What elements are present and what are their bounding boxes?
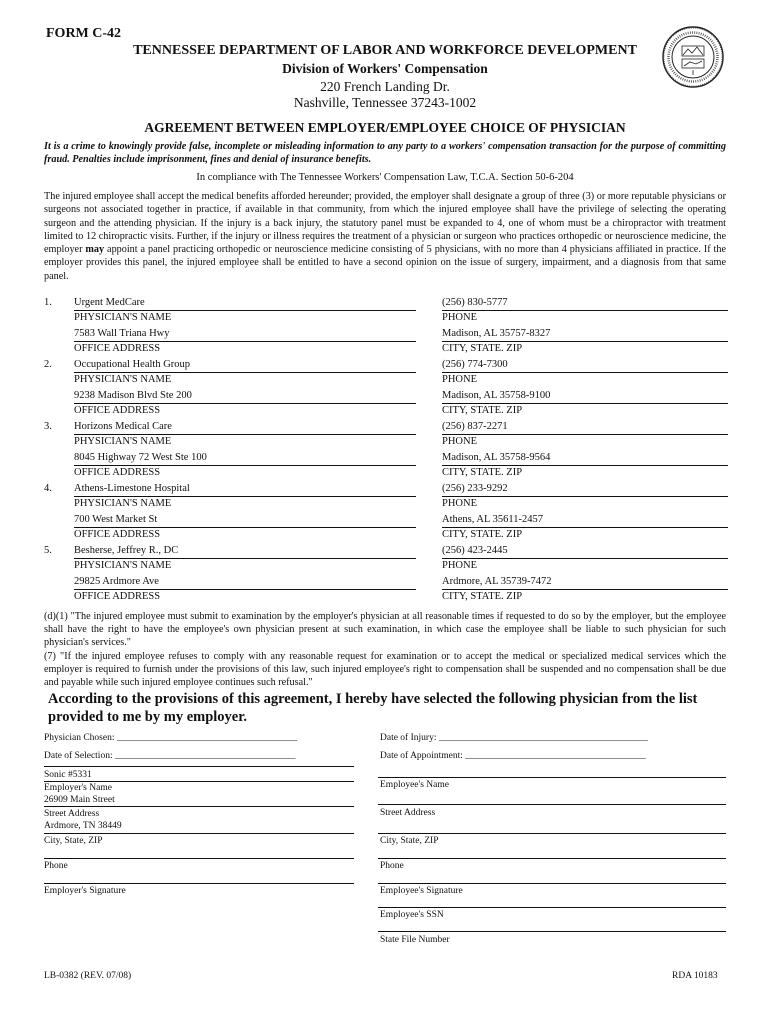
- department-name: TENNESSEE DEPARTMENT OF LABOR AND WORKFORCE DEVELOPMENT: [133, 43, 637, 58]
- employee-city-label: City, State, ZIP: [380, 836, 439, 846]
- intro-paragraph: [44, 190, 726, 283]
- physician-phone-value[interactable]: (256) 233-9292: [442, 482, 728, 497]
- employer-city-value[interactable]: Ardmore, TN 38449: [44, 821, 122, 831]
- field-line: [44, 858, 354, 859]
- employer-name-label: Employer's Name: [44, 783, 112, 793]
- employee-street-label: Street Address: [380, 808, 436, 818]
- form-revision: LB-0382 (REV. 07/08): [44, 971, 132, 981]
- form-id: FORM C-42: [46, 26, 122, 41]
- physician-name-label: PHYSICIAN'S NAME: [74, 312, 172, 323]
- field-line: [378, 833, 726, 834]
- physician-phone-value[interactable]: (256) 837-2271: [442, 420, 728, 435]
- city-state-zip-label: CITY, STATE. ZIP: [442, 467, 523, 478]
- address-line-1: 220 French Landing Dr.: [320, 79, 450, 94]
- intro-text-end: appoint a panel practicing orthopedic or neuroscience medicine consisting of 5 physicians, with no more than 4 physicians affiliated in practice. If the employer provides this panel, the injured employee shall be entitled to have a second opinion on the issue of surgery, impairment, and a diagnosis from that same panel.: [44, 244, 726, 282]
- city-state-zip-label: CITY, STATE. ZIP: [442, 591, 523, 602]
- panel-number: 1.: [44, 297, 52, 308]
- date-of-appointment-field[interactable]: Date of Appointment: ______________________________________: [380, 751, 646, 761]
- phone-label: PHONE: [442, 560, 478, 571]
- physician-name-label: PHYSICIAN'S NAME: [74, 374, 172, 385]
- panel-number: 5.: [44, 545, 52, 556]
- state-file-number-label: State File Number: [380, 935, 450, 945]
- field-line: [44, 883, 354, 884]
- form-title: AGREEMENT BETWEEN EMPLOYER/EMPLOYEE CHOICE OF PHYSICIAN: [144, 120, 626, 135]
- city-state-zip-value[interactable]: Madison, AL 35758-9100: [442, 389, 728, 404]
- employee-name-label: Employee's Name: [380, 780, 449, 790]
- division-name: Division of Workers' Compensation: [282, 61, 488, 76]
- date-of-selection-field[interactable]: Date of Selection: ______________________________________: [44, 751, 296, 761]
- field-line: [378, 931, 726, 932]
- employee-phone-label: Phone: [380, 861, 404, 871]
- physician-name-label: PHYSICIAN'S NAME: [74, 436, 172, 447]
- phone-label: PHONE: [442, 436, 478, 447]
- physician-phone-value[interactable]: (256) 423-2445: [442, 544, 728, 559]
- panel-number: 4.: [44, 483, 52, 494]
- city-state-zip-value[interactable]: Athens, AL 35611-2457: [442, 513, 728, 528]
- state-seal-icon: [662, 26, 724, 88]
- field-line: [378, 883, 726, 884]
- statute-text: [44, 610, 726, 689]
- field-line: [44, 781, 354, 782]
- rda-number: RDA 10183: [672, 971, 718, 981]
- fraud-warning: It is a crime to knowingly provide false, incomplete or misleading information to any party to a workers' compensation transaction for the purpose of committing fraud. Penalties include imprisonment, fines and denial of insurance benefits.: [44, 141, 726, 165]
- city-state-zip-value[interactable]: Madison, AL 35757-8327: [442, 327, 728, 342]
- date-of-injury-field[interactable]: Date of Injury: ____________________________________________: [380, 733, 648, 743]
- city-state-zip-label: CITY, STATE. ZIP: [442, 343, 523, 354]
- panel-number: 2.: [44, 359, 52, 370]
- field-line: [44, 833, 354, 834]
- employer-street-value[interactable]: 26909 Main Street: [44, 795, 115, 805]
- field-line: [44, 766, 354, 767]
- field-line: [378, 907, 726, 908]
- office-address-label: OFFICE ADDRESS: [74, 343, 161, 354]
- statute-7: (7) "If the injured employee refuses to comply with any reasonable request for examination or to accept the medical or specialized medical services which the employer is required to furnish under the provisions of this law, such injured employee's right to compensation shall be suspended and no compensation shall be due and payable while such injured employee continues such refusal.": [44, 650, 726, 689]
- office-address-value[interactable]: 700 West Market St: [74, 513, 416, 528]
- physician-phone-value[interactable]: (256) 830-5777: [442, 296, 728, 311]
- office-address-value[interactable]: 9238 Madison Blvd Ste 200: [74, 389, 416, 404]
- employer-phone-label: Phone: [44, 861, 68, 871]
- physician-name-value[interactable]: Athens-Limestone Hospital: [74, 482, 416, 497]
- physician-name-label: PHYSICIAN'S NAME: [74, 498, 172, 509]
- field-line: [378, 858, 726, 859]
- physician-name-value[interactable]: Besherse, Jeffrey R., DC: [74, 544, 416, 559]
- employer-name-value[interactable]: Sonic #5331: [44, 770, 92, 780]
- phone-label: PHONE: [442, 498, 478, 509]
- employer-street-label: Street Address: [44, 809, 100, 819]
- physician-name-label: PHYSICIAN'S NAME: [74, 560, 172, 571]
- physician-name-value[interactable]: Urgent MedCare: [74, 296, 416, 311]
- office-address-value[interactable]: 8045 Highway 72 West Ste 100: [74, 451, 416, 466]
- address-line-2: Nashville, Tennessee 37243-1002: [293, 95, 477, 110]
- physician-name-value[interactable]: Horizons Medical Care: [74, 420, 416, 435]
- employer-signature-label: Employer's Signature: [44, 886, 126, 896]
- office-address-label: OFFICE ADDRESS: [74, 405, 161, 416]
- office-address-label: OFFICE ADDRESS: [74, 591, 161, 602]
- office-address-label: OFFICE ADDRESS: [74, 529, 161, 540]
- employee-ssn-label: Employee's SSN: [380, 910, 444, 920]
- office-address-value[interactable]: 7583 Wall Triana Hwy: [74, 327, 416, 342]
- physician-phone-value[interactable]: (256) 774-7300: [442, 358, 728, 373]
- panel-number: 3.: [44, 421, 52, 432]
- employer-city-label: City, State, ZIP: [44, 836, 103, 846]
- intro-text-start: The injured employee shall accept the medical benefits afforded hereunder; provided, the employer shall designate a group of three (3) or more reputable physicians or surgeons not associated together in practice, if available in that community, from which the injured employee shall have the privilege of selecting the operating surgeon and the attending physician. If the injury is a back injury, the statutory panel must be expanded to 4, one of whom must be a chiropractor with treatment limited to 12 chiropractic visits. Further, if the injury or illness requires the treatment of a physician or surgeon who practices orthopedic or neuroscience medicine, the employer: [44, 191, 726, 256]
- city-state-zip-value[interactable]: Madison, AL 35758-9564: [442, 451, 728, 466]
- physician-name-value[interactable]: Occupational Health Group: [74, 358, 416, 373]
- physician-chosen-field[interactable]: Physician Chosen: ______________________________________: [44, 733, 298, 743]
- agreement-statement: According to the provisions of this agreement, I hereby have selected the following physician from the list provided to me by my employer.: [48, 691, 698, 725]
- phone-label: PHONE: [442, 374, 478, 385]
- office-address-value[interactable]: 29825 Ardmore Ave: [74, 575, 416, 590]
- field-line: [378, 777, 726, 778]
- office-address-label: OFFICE ADDRESS: [74, 467, 161, 478]
- statute-d1: (d)(1) "The injured employee must submit to examination by the employer's physician at all reasonable times if requested to do so by the employer, but the employee shall have the right to have the employee's own physician present at such examination, in which case the employee shall be liable to such physician for such physician's services.": [44, 611, 726, 649]
- compliance-note: In compliance with The Tennessee Workers' Compensation Law, T.C.A. Section 50-6-204: [196, 172, 574, 183]
- field-line: [378, 804, 726, 805]
- field-line: [44, 806, 354, 807]
- employee-signature-label: Employee's Signature: [380, 886, 463, 896]
- city-state-zip-value[interactable]: Ardmore, AL 35739-7472: [442, 575, 728, 590]
- intro-emphasis: may: [85, 244, 105, 256]
- city-state-zip-label: CITY, STATE. ZIP: [442, 529, 523, 540]
- city-state-zip-label: CITY, STATE. ZIP: [442, 405, 523, 416]
- phone-label: PHONE: [442, 312, 478, 323]
